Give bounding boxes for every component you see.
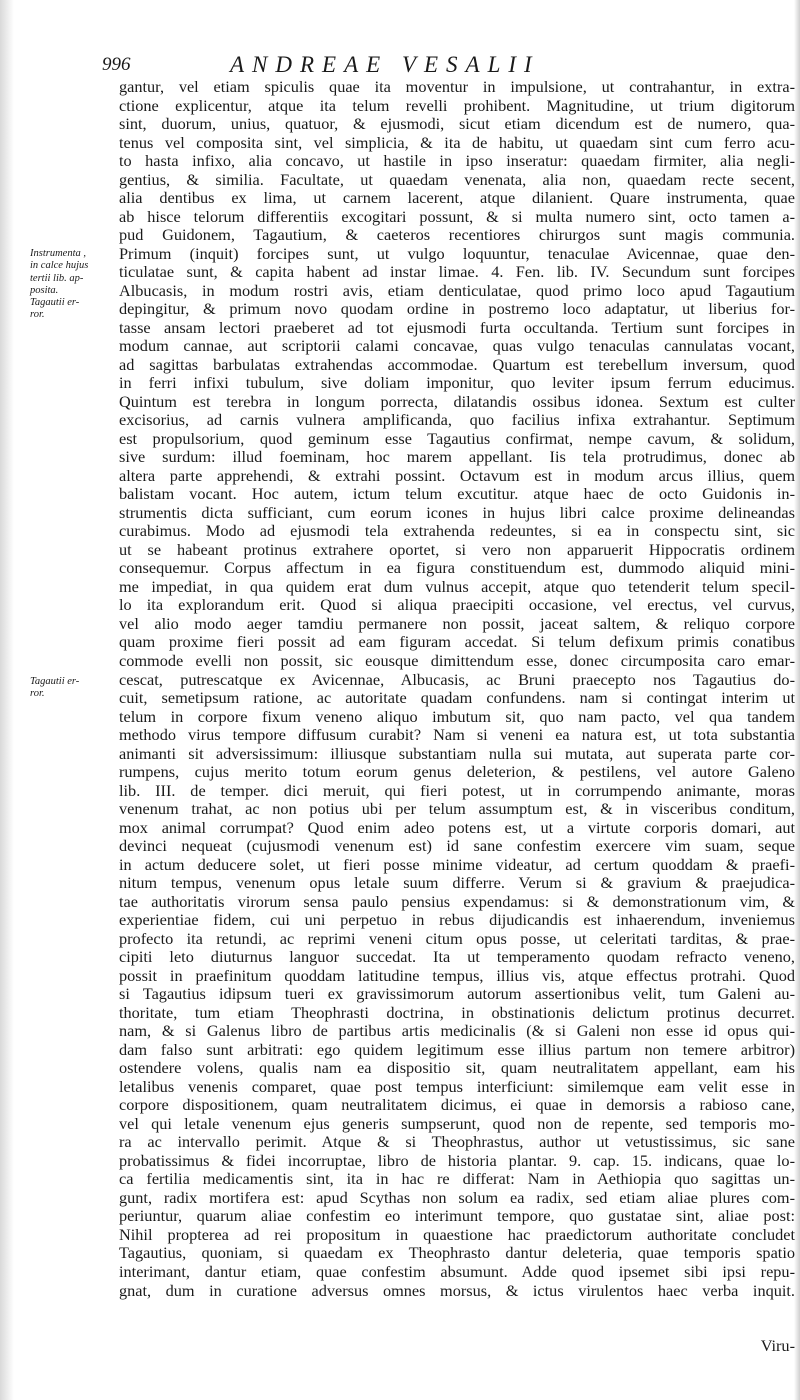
text-line: alia dentibus ex lima, ut carnem lacerent, atque dilanient. Quare instrumenta, quae [119, 188, 795, 208]
text-line: periuntur, quarum aliae confestim eo interimunt tempore, quo gustatae sint, aliae post: [119, 1206, 795, 1226]
text-line: depingitur, & primum novo quodam ordine in postremo loco adaptatur, ut liberius for- [119, 299, 795, 319]
text-line: ra ac intervallo perimit. Atque & si Theophrastus, author ut vetustissimus, sic sane [119, 1132, 795, 1152]
text-line: modum cannae, aut scriptorii calami concavae, quas vulgo tenaculas cannulatas vocant, [119, 336, 795, 356]
text-line: gunt, radix mortifera est: apud Scythas non solum ea radix, sed etiam aliae plures com- [119, 1187, 795, 1207]
text-line: commode evelli non possit, sic eousque dimittendum esse, donec circumposita caro emar- [119, 650, 795, 670]
text-line: sive surdum: illud foeminam, hoc marem appellant. Iis tela protrudimus, donec ab [119, 447, 795, 467]
text-line: curabimus. Modo ad ejusmodi tela extrahenda redeuntes, si ea in conspectu sint, sic [119, 521, 795, 541]
margin-note-line: ror. [30, 688, 45, 700]
text-line: rumpens, cujus merito totum eorum genus deleterion, & pestilens, vel autore Galeno [119, 762, 795, 782]
margin-note-line: Tagautii er- [30, 297, 80, 309]
text-line: devinci nequeat (cujusmodi venenum est) id sane confestim exercere vim suam, seque [119, 836, 795, 856]
text-line: dam falso sunt arbitrati: ego quidem legitimum esse illius partum non temere arbitror) [119, 1039, 795, 1059]
margin-note-line: Tagautii er- [30, 676, 80, 687]
margin-note-line: tertii lib. ap- [30, 272, 84, 284]
text-line: in ferri infixi tubulum, sive doliam imponitur, quo leviter ipsum ferrum educimus. [119, 373, 795, 393]
text-line: gnat, dum in curatione adversus omnes morsus, & ictus virulentos haec verba inquit. [119, 1280, 795, 1300]
margin-note-tagautii-error [30, 676, 118, 701]
margin-note-line: posita. [30, 284, 59, 296]
text-line: probatissimus & fidei incorruptae, libro de historia plantar. 9. cap. 15. indicans, quae lo- [119, 1150, 795, 1170]
running-head: ANDREAE VESALII [230, 52, 540, 77]
text-line: nitum tempus, venenum opus letale suum differre. Verum si & gravium & praejudica- [119, 873, 795, 893]
margin-note-line: in calce hujus [30, 260, 89, 272]
text-line: est propulsorium, quod geminum esse Tagautius confirmat, nempe cavum, & solidum, [119, 428, 795, 448]
text-line: letalibus venenis comparet, quae post tempus interficiunt: similemque eam velit esse in [119, 1076, 795, 1096]
text-line: lo ita explorandum erit. Quod si aliqua praecipiti occasione, vel erectus, vel curvus, [119, 595, 795, 615]
text-line: gentius, & similia. Facultate, ut quaedam venenata, alia non, quaedam recte secent, [119, 169, 795, 189]
text-line: experientiae fidem, cui uni perpetuo in rebus dijudicandis est inhaerendum, inveniemus [119, 910, 795, 930]
text-line: gantur, vel etiam spiculis quae ita moventur in impulsione, ut contrahantur, in extra- [119, 77, 795, 96]
text-line [119, 1319, 795, 1338]
text-line: animanti sit adversissimum: illiusque substantiam nulla sui mutata, aut superata parte cor- [119, 743, 795, 763]
margin-note-line: Instrumenta , [30, 248, 86, 259]
text-line: sint, duorum, unius, quatuor, & ejusmodi, sicut etiam dicendum est de numero, qua- [119, 114, 795, 134]
text-line: tenus vel composita sint, vel simplicia, & ita de habitu, ut quaedam sint cum ferro acu- [119, 132, 795, 152]
text-line: tae authoritatis virorum sensa paulo pensius expendamus: si & demonstrationum vim, & [119, 891, 795, 911]
text-line: tasse ansam lectori praeberet ad tot ejusmodi furta occultanda. Tertium sunt forcipes in [119, 317, 795, 337]
text-line: Nihil propterea ad rei propositum in quaestione hac praedictorum authoritate concludet [119, 1224, 795, 1244]
text-line: Albucasis, in modum rostri avis, etiam denticulatae, quod primo loco apud Tagautium [119, 280, 795, 300]
text-line: si Tagautius idipsum tueri ex gravissimorum autorum assertionibus velit, tum Galeni au- [119, 984, 795, 1004]
text-line: to hasta infixo, alia concavo, ut hastile in ipso inseratur: quaedam firmiter, alia negli- [119, 151, 795, 171]
text-line: vel alio modo aeger tamdiu permanere non possit, jaceat saltem, & reliquo corpore [119, 613, 795, 633]
margin-note-instrumenta [30, 248, 118, 322]
text-line: cuit, semetipsum ratione, ac autoritate quadam confundens. nam si contingat interim ut [119, 688, 795, 708]
text-line: interimant, dantur etiam, quae confestim absumunt. Adde quod ipsemet sibi ipsi repu- [119, 1262, 795, 1281]
text-line: ticulatae sunt, & capita habent ad instar limae. 4. Fen. lib. IV. Secundum sunt forcipes [119, 262, 795, 282]
text-line [119, 1300, 795, 1319]
text-line: consequemur. Corpus affectum in ea figura constituendum est, dummodo aliquid mini- [119, 558, 795, 578]
text-line: excisorius, ad carnis vulnera amplificanda, quo facilius infixa extrahantur. Septimum [119, 410, 795, 430]
text-line: Primum (inquit) forcipes sunt, ut vulgo loquuntur, tenaculae Avicennae, quae den- [119, 243, 795, 263]
text-line: ad sagittas barbulatas extrahendas accommodae. Quartum est terebellum inversum, quod [119, 354, 795, 374]
text-line: ut se habeant protinus extrahere oportet, si vero non apparuerit Hippocratis ordinem [119, 539, 795, 559]
text-line: cipiti leto diuturnus languor succedat. Ita ut temperamento quodam refracto veneno, [119, 947, 795, 967]
text-line: ctione explicentur, atque ita telum revelli prohibent. Magnitudine, ut trium digitorum [119, 95, 795, 115]
page-number: 996 [102, 54, 131, 75]
catchword: Viru- [760, 1336, 795, 1356]
body-text [119, 78, 795, 1356]
text-line: methodo virus tempore diffusum curabit? Nam si veneni ea natura est, ut tota substantia [119, 725, 795, 745]
text-line: ab hisce telorum differentiis excogitari possunt, & si multa numero sint, octo tamen a- [119, 206, 795, 226]
text-line: vel qui letale venenum ejus generis sumpserunt, quod non de repente, sed temporis mo- [119, 1113, 795, 1133]
text-line: nam, & si Galenus libro de partibus artis medicinalis (& si Galeni non esse id opus qui- [119, 1021, 795, 1041]
text-line: telum in corpore fixum veneno aliquo imbutum sit, quo nam pacto, vel qua tandem [119, 706, 795, 726]
text-line: mox animal corrumpat? Quod enim adeo potens est, ut a virtute corporis domari, aut [119, 817, 795, 837]
text-line: corpore dispositionem, quam neutralitatem dicimus, ei quae in demorsis a rabioso cane, [119, 1095, 795, 1115]
text-line: venenum trahat, ac non potius ubi per telum assumptum est, & in visceribus conditum, [119, 799, 795, 819]
text-line: strumentis dicta sufficiant, cum eorum icones in hujus libri calce proxime delineandas [119, 502, 795, 522]
text-line: lib. III. de temper. dici meruit, qui fieri potest, ut in corrumpendo animante, moras [119, 780, 795, 800]
text-line: Quintum est terebra in longum porrecta, dilatandis ossibus idonea. Sextum est culter [119, 391, 795, 411]
text-line: thoritate, tum etiam Theophrasti doctrina, in obstinationis delictum protinus decurret. [119, 1002, 795, 1022]
text-line: balistam vocant. Hoc autem, ictum telum excutitur. atque haec de octo Guidonis in- [119, 484, 795, 504]
text-line: in actum deducere solet, ut fieri posse minime videatur, ad certum quoddam & praefi- [119, 854, 795, 874]
text-line: altera parte apprehendi, & extrahi possint. Octavum est in modum arcus illius, quem [119, 465, 795, 485]
text-line: Tagautius, quoniam, si quaedam ex Theophrasto dantur deleteria, quae temporis spatio [119, 1243, 795, 1263]
text-line: pud Guidonem, Tagautium, & caeteros recentiores chirurgos sunt magis communia. [119, 225, 795, 245]
text-line: me impediat, in qua quidem erat dum vulnus accepit, atque quo tetenderit telum specil- [119, 576, 795, 596]
text-line: quam proxime fieri possit ad eam figuram accedat. Si telum defixum primis conatibus [119, 632, 795, 652]
text-line: possit in praefinitum quoddam latitudine tempus, illius vis, atque effectus protrahi. Quod [119, 965, 795, 985]
page-edge-shadow-left [0, 0, 14, 1400]
text-line: ostendere volens, qualis nam ea dispositio sit, quam neutralitatem appellant, eam his [119, 1058, 795, 1078]
text-line: ca fertilia medicamentis sint, ita in hac re differat: Nam in Aethiopia quo sagittas un- [119, 1169, 795, 1189]
text-line: profecto ita retundi, ac reprimi veneni citum opus posse, ut celeritati tarditas, & prae- [119, 928, 795, 948]
margin-note-line: ror. [30, 309, 45, 321]
text-line: cescat, putrescatque ex Avicennae, Albucasis, ac Bruni praecepto nos Tagautius do- [119, 669, 795, 689]
